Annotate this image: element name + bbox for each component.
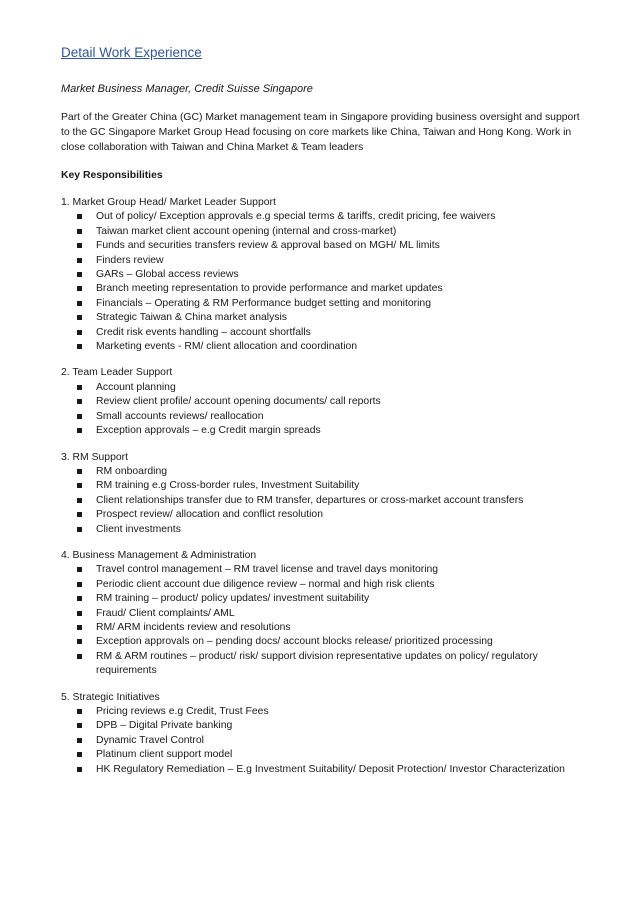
list-item: Review client profile/ account opening documents/ call reports (61, 395, 581, 409)
list-item: Finders review (61, 254, 581, 268)
responsibility-section (61, 691, 581, 777)
bullet-list (61, 465, 581, 537)
list-item: Financials – Operating & RM Performance budget setting and monitoring (61, 297, 581, 311)
responsibility-section (61, 366, 581, 438)
list-item: Small accounts reviews/ reallocation (61, 410, 581, 424)
bullet-list (61, 705, 581, 777)
section-title: 3. RM Support (61, 451, 128, 463)
list-item: DPB – Digital Private banking (61, 719, 581, 733)
role-summary: Part of the Greater China (GC) Market management team in Singapore providing business oversight and support to the GC Singapore Market Group Head focusing on core markets like China, Taiwan and Hong Kong. Work in close collaboration with Taiwan and China Market & Team leaders (61, 112, 580, 153)
section-title: 2. Team Leader Support (61, 367, 173, 379)
section-title: 1. Market Group Head/ Market Leader Support (61, 197, 276, 208)
list-item: Branch meeting representation to provide performance and market updates (61, 282, 581, 296)
section-title: 5. Strategic Initiatives (61, 691, 160, 703)
list-item: Pricing reviews e.g Credit, Trust Fees (61, 705, 581, 719)
section-heading: Detail Work Experience (61, 45, 202, 60)
bullet-list (61, 210, 581, 354)
list-item: Travel control management – RM travel license and travel days monitoring (61, 563, 581, 577)
list-item: Client relationships transfer due to RM transfer, departures or cross-market account transfers (61, 494, 581, 508)
list-item: Exception approvals on – pending docs/ account blocks release/ prioritized processing (61, 635, 581, 649)
list-item: RM training e.g Cross-border rules, Investment Suitability (61, 479, 581, 493)
section-title: 4. Business Management & Administration (61, 549, 257, 561)
list-item: HK Regulatory Remediation – E.g Investment Suitability/ Deposit Protection/ Investor Characterization (61, 763, 581, 777)
list-item: Dynamic Travel Control (61, 734, 581, 748)
list-item: Taiwan market client account opening (internal and cross-market) (61, 225, 581, 239)
responsibility-section (61, 549, 581, 679)
list-item: Funds and securities transfers review & approval based on MGH/ ML limits (61, 239, 581, 253)
list-item: Strategic Taiwan & China market analysis (61, 311, 581, 325)
bullet-list (61, 381, 581, 439)
responsibility-section (61, 451, 581, 537)
list-item: Exception approvals – e.g Credit margin spreads (61, 424, 581, 438)
key-responsibilities-label: Key Responsibilities (61, 170, 163, 181)
list-item: RM/ ARM incidents review and resolutions (61, 621, 581, 635)
list-item: Periodic client account due diligence review – normal and high risk clients (61, 578, 581, 592)
list-item: Client investments (61, 523, 581, 537)
list-item: Out of policy/ Exception approvals e.g special terms & tariffs, credit pricing, fee waivers (61, 210, 581, 224)
list-item: Fraud/ Client complaints/ AML (61, 607, 581, 621)
list-item: Prospect review/ allocation and conflict resolution (61, 508, 581, 522)
list-item: Marketing events - RM/ client allocation and coordination (61, 340, 581, 354)
job-role-title: Market Business Manager, Credit Suisse Singapore (61, 83, 313, 95)
list-item: Platinum client support model (61, 748, 581, 762)
list-item: RM & ARM routines – product/ risk/ support division representative updates on policy/ regulatory requirements (61, 650, 581, 679)
list-item: Account planning (61, 381, 581, 395)
list-item: GARs – Global access reviews (61, 268, 581, 282)
responsibility-sections (61, 196, 581, 777)
list-item: RM onboarding (61, 465, 581, 479)
document-page (61, 44, 581, 789)
bullet-list (61, 563, 581, 678)
responsibility-section (61, 196, 581, 354)
list-item: Credit risk events handling – account shortfalls (61, 326, 581, 340)
list-item: RM training – product/ policy updates/ investment suitability (61, 592, 581, 606)
